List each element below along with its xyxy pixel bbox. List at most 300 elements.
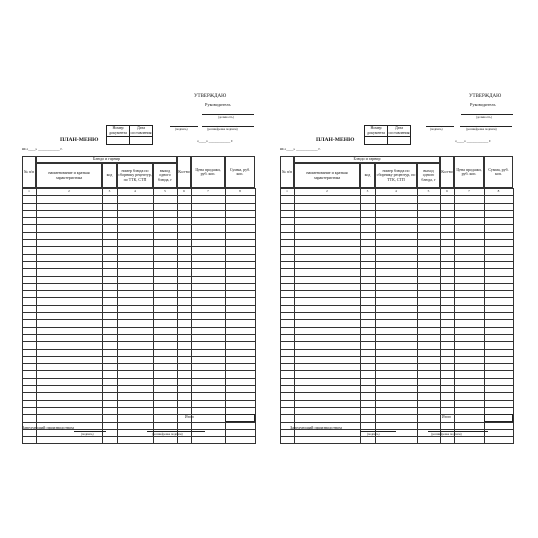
table-cell[interactable] [154, 407, 178, 414]
table-cell[interactable] [441, 261, 455, 268]
table-cell[interactable] [281, 364, 295, 371]
total-sum-cell[interactable] [225, 414, 255, 422]
table-cell[interactable] [226, 327, 256, 334]
table-cell[interactable] [103, 356, 118, 363]
table-cell[interactable] [37, 364, 103, 371]
table-cell[interactable] [103, 189, 118, 196]
table-cell[interactable] [226, 269, 256, 276]
table-cell[interactable] [37, 291, 103, 298]
table-cell[interactable] [118, 422, 154, 429]
table-cell[interactable] [103, 422, 118, 429]
table-cell[interactable] [23, 378, 37, 385]
table-cell[interactable] [485, 327, 514, 334]
table-cell[interactable] [118, 437, 154, 444]
table-cell[interactable] [455, 305, 485, 312]
table-cell[interactable] [192, 364, 226, 371]
table-cell[interactable] [441, 378, 455, 385]
table-cell[interactable] [103, 291, 118, 298]
table-cell[interactable] [178, 210, 192, 217]
table-cell[interactable] [118, 305, 154, 312]
table-cell[interactable] [103, 349, 118, 356]
table-cell[interactable] [376, 305, 418, 312]
table-cell[interactable] [281, 291, 295, 298]
table-cell[interactable] [118, 269, 154, 276]
table-cell[interactable] [281, 334, 295, 341]
table-cell[interactable] [455, 386, 485, 393]
table-cell[interactable] [37, 327, 103, 334]
table-cell[interactable] [23, 247, 37, 254]
table-cell[interactable] [441, 225, 455, 232]
table-cell[interactable] [23, 313, 37, 320]
table-cell[interactable] [178, 400, 192, 407]
table-cell[interactable] [418, 349, 441, 356]
table-cell[interactable] [154, 313, 178, 320]
table-cell[interactable] [118, 218, 154, 225]
table-cell[interactable] [178, 261, 192, 268]
table-cell[interactable] [118, 225, 154, 232]
table-cell[interactable] [103, 320, 118, 327]
table-cell[interactable] [418, 371, 441, 378]
table-cell[interactable] [455, 261, 485, 268]
table-cell[interactable] [361, 283, 376, 290]
table-cell[interactable] [281, 313, 295, 320]
table-cell[interactable] [376, 189, 418, 196]
table-cell[interactable] [295, 356, 361, 363]
table-cell[interactable] [118, 313, 154, 320]
table-cell[interactable] [441, 232, 455, 239]
table-cell[interactable] [118, 189, 154, 196]
table-cell[interactable] [455, 203, 485, 210]
table-cell[interactable] [281, 203, 295, 210]
table-cell[interactable] [281, 247, 295, 254]
table-cell[interactable] [226, 210, 256, 217]
table-cell[interactable] [295, 378, 361, 385]
table-cell[interactable] [455, 400, 485, 407]
table-cell[interactable] [103, 218, 118, 225]
table-cell[interactable] [418, 276, 441, 283]
table-cell[interactable] [361, 378, 376, 385]
table-cell[interactable] [441, 371, 455, 378]
table-cell[interactable] [485, 240, 514, 247]
table-cell[interactable] [226, 189, 256, 196]
table-cell[interactable] [154, 393, 178, 400]
table-cell[interactable] [281, 320, 295, 327]
table-cell[interactable] [178, 232, 192, 239]
table-cell[interactable] [118, 232, 154, 239]
table-cell[interactable] [281, 283, 295, 290]
table-cell[interactable] [192, 378, 226, 385]
table-cell[interactable] [455, 291, 485, 298]
table-cell[interactable] [23, 437, 37, 444]
table-cell[interactable] [23, 291, 37, 298]
table-cell[interactable] [361, 407, 376, 414]
table-cell[interactable] [154, 261, 178, 268]
table-cell[interactable] [226, 218, 256, 225]
table-cell[interactable] [455, 334, 485, 341]
table-cell[interactable] [154, 298, 178, 305]
table-cell[interactable] [192, 225, 226, 232]
table-cell[interactable] [361, 320, 376, 327]
table-cell[interactable] [154, 276, 178, 283]
table-cell[interactable] [23, 305, 37, 312]
table-cell[interactable] [103, 378, 118, 385]
table-cell[interactable] [361, 386, 376, 393]
table-cell[interactable] [37, 386, 103, 393]
table-cell[interactable] [295, 240, 361, 247]
table-cell[interactable] [192, 189, 226, 196]
table-cell[interactable] [418, 320, 441, 327]
table-cell[interactable] [154, 386, 178, 393]
table-cell[interactable] [455, 196, 485, 203]
table-cell[interactable] [455, 342, 485, 349]
table-cell[interactable] [103, 364, 118, 371]
table-cell[interactable] [118, 240, 154, 247]
table-cell[interactable] [361, 305, 376, 312]
table-cell[interactable] [23, 364, 37, 371]
table-cell[interactable] [485, 371, 514, 378]
table-cell[interactable] [281, 196, 295, 203]
table-cell[interactable] [485, 422, 514, 429]
table-cell[interactable] [418, 422, 441, 429]
table-cell[interactable] [376, 291, 418, 298]
table-cell[interactable] [23, 386, 37, 393]
table-cell[interactable] [441, 254, 455, 261]
table-cell[interactable] [226, 429, 256, 436]
table-cell[interactable] [154, 283, 178, 290]
table-cell[interactable] [295, 313, 361, 320]
table-cell[interactable] [361, 269, 376, 276]
table-cell[interactable] [295, 218, 361, 225]
table-cell[interactable] [118, 356, 154, 363]
table-cell[interactable] [23, 254, 37, 261]
table-cell[interactable] [178, 276, 192, 283]
table-cell[interactable] [37, 320, 103, 327]
table-cell[interactable] [485, 247, 514, 254]
table-cell[interactable] [295, 298, 361, 305]
table-cell[interactable] [154, 291, 178, 298]
table-cell[interactable] [485, 218, 514, 225]
table-cell[interactable] [441, 349, 455, 356]
table-cell[interactable] [118, 386, 154, 393]
table-cell[interactable] [103, 298, 118, 305]
table-cell[interactable] [154, 334, 178, 341]
table-cell[interactable] [485, 313, 514, 320]
table-cell[interactable] [118, 371, 154, 378]
table-cell[interactable] [226, 283, 256, 290]
table-cell[interactable] [37, 415, 103, 422]
table-cell[interactable] [418, 400, 441, 407]
table-cell[interactable] [295, 225, 361, 232]
table-cell[interactable] [418, 189, 441, 196]
table-cell[interactable] [23, 342, 37, 349]
table-cell[interactable] [295, 232, 361, 239]
table-cell[interactable] [178, 240, 192, 247]
table-cell[interactable] [154, 378, 178, 385]
table-cell[interactable] [37, 247, 103, 254]
table-cell[interactable] [455, 269, 485, 276]
table-cell[interactable] [37, 261, 103, 268]
table-cell[interactable] [23, 283, 37, 290]
table-cell[interactable] [295, 327, 361, 334]
table-cell[interactable] [226, 386, 256, 393]
table-cell[interactable] [295, 189, 361, 196]
table-cell[interactable] [361, 422, 376, 429]
table-cell[interactable] [154, 247, 178, 254]
table-cell[interactable] [23, 320, 37, 327]
table-cell[interactable] [103, 225, 118, 232]
table-cell[interactable] [455, 364, 485, 371]
table-cell[interactable] [361, 218, 376, 225]
table-cell[interactable] [37, 342, 103, 349]
table-cell[interactable] [37, 276, 103, 283]
table-cell[interactable] [178, 218, 192, 225]
table-cell[interactable] [418, 269, 441, 276]
table-cell[interactable] [192, 334, 226, 341]
table-cell[interactable] [455, 422, 485, 429]
table-cell[interactable] [118, 415, 154, 422]
table-cell[interactable] [37, 313, 103, 320]
table-cell[interactable] [37, 240, 103, 247]
table-cell[interactable] [418, 254, 441, 261]
table-cell[interactable] [192, 247, 226, 254]
table-cell[interactable] [118, 334, 154, 341]
table-cell[interactable] [154, 218, 178, 225]
table-cell[interactable] [376, 261, 418, 268]
table-cell[interactable] [361, 356, 376, 363]
table-cell[interactable] [23, 400, 37, 407]
table-cell[interactable] [226, 400, 256, 407]
table-cell[interactable] [376, 422, 418, 429]
table-cell[interactable] [103, 196, 118, 203]
table-cell[interactable] [418, 415, 441, 422]
table-cell[interactable] [178, 313, 192, 320]
table-cell[interactable] [418, 298, 441, 305]
table-cell[interactable] [361, 342, 376, 349]
table-cell[interactable] [103, 400, 118, 407]
table-cell[interactable] [103, 437, 118, 444]
table-cell[interactable] [103, 313, 118, 320]
table-cell[interactable] [37, 334, 103, 341]
table-cell[interactable] [103, 240, 118, 247]
table-cell[interactable] [192, 407, 226, 414]
table-cell[interactable] [441, 305, 455, 312]
table-cell[interactable] [376, 210, 418, 217]
table-cell[interactable] [192, 291, 226, 298]
table-cell[interactable] [178, 225, 192, 232]
table-cell[interactable] [441, 210, 455, 217]
table-cell[interactable] [441, 407, 455, 414]
table-cell[interactable] [23, 429, 37, 436]
table-cell[interactable] [103, 276, 118, 283]
table-cell[interactable] [361, 189, 376, 196]
table-cell[interactable] [37, 378, 103, 385]
table-cell[interactable] [295, 261, 361, 268]
table-cell[interactable] [281, 429, 295, 436]
total-sum-cell[interactable] [484, 414, 513, 422]
table-cell[interactable] [455, 349, 485, 356]
table-cell[interactable] [281, 269, 295, 276]
table-cell[interactable] [226, 342, 256, 349]
table-cell[interactable] [178, 407, 192, 414]
table-cell[interactable] [361, 225, 376, 232]
table-cell[interactable] [226, 422, 256, 429]
table-cell[interactable] [103, 371, 118, 378]
table-cell[interactable] [226, 371, 256, 378]
table-cell[interactable] [441, 364, 455, 371]
table-cell[interactable] [361, 400, 376, 407]
table-cell[interactable] [154, 240, 178, 247]
table-cell[interactable] [281, 210, 295, 217]
table-cell[interactable] [455, 407, 485, 414]
table-cell[interactable] [418, 407, 441, 414]
table-cell[interactable] [418, 218, 441, 225]
table-cell[interactable] [281, 342, 295, 349]
table-cell[interactable] [361, 364, 376, 371]
table-cell[interactable] [37, 232, 103, 239]
table-cell[interactable] [192, 422, 226, 429]
table-cell[interactable] [295, 437, 361, 444]
table-cell[interactable] [226, 437, 256, 444]
table-cell[interactable] [154, 254, 178, 261]
table-cell[interactable] [281, 371, 295, 378]
table-cell[interactable] [418, 210, 441, 217]
table-cell[interactable] [441, 393, 455, 400]
table-cell[interactable] [23, 196, 37, 203]
table-cell[interactable] [376, 232, 418, 239]
table-cell[interactable] [118, 364, 154, 371]
table-cell[interactable] [361, 437, 376, 444]
table-cell[interactable] [178, 254, 192, 261]
table-cell[interactable] [178, 305, 192, 312]
table-cell[interactable] [154, 210, 178, 217]
table-cell[interactable] [295, 349, 361, 356]
table-cell[interactable] [376, 415, 418, 422]
table-cell[interactable] [418, 378, 441, 385]
table-cell[interactable] [118, 210, 154, 217]
table-cell[interactable] [376, 276, 418, 283]
table-cell[interactable] [103, 327, 118, 334]
table-cell[interactable] [441, 342, 455, 349]
table-cell[interactable] [441, 327, 455, 334]
table-cell[interactable] [455, 276, 485, 283]
table-cell[interactable] [485, 298, 514, 305]
table-cell[interactable] [103, 407, 118, 414]
table-cell[interactable] [441, 247, 455, 254]
table-cell[interactable] [485, 254, 514, 261]
table-cell[interactable] [37, 393, 103, 400]
table-cell[interactable] [154, 327, 178, 334]
table-cell[interactable] [295, 393, 361, 400]
table-cell[interactable] [281, 232, 295, 239]
table-cell[interactable] [441, 400, 455, 407]
table-cell[interactable] [361, 415, 376, 422]
table-cell[interactable] [485, 334, 514, 341]
table-cell[interactable] [376, 334, 418, 341]
table-cell[interactable] [295, 334, 361, 341]
table-cell[interactable] [192, 218, 226, 225]
table-cell[interactable] [455, 393, 485, 400]
table-cell[interactable] [485, 225, 514, 232]
table-cell[interactable] [118, 298, 154, 305]
table-cell[interactable] [281, 298, 295, 305]
table-cell[interactable] [103, 210, 118, 217]
table-cell[interactable] [192, 196, 226, 203]
table-cell[interactable] [192, 305, 226, 312]
table-cell[interactable] [226, 364, 256, 371]
table-cell[interactable] [226, 276, 256, 283]
table-cell[interactable] [23, 327, 37, 334]
table-cell[interactable] [118, 349, 154, 356]
table-cell[interactable] [281, 415, 295, 422]
table-cell[interactable] [418, 203, 441, 210]
table-cell[interactable] [281, 254, 295, 261]
table-cell[interactable] [23, 334, 37, 341]
table-cell[interactable] [103, 247, 118, 254]
table-cell[interactable] [192, 203, 226, 210]
table-cell[interactable] [154, 196, 178, 203]
table-cell[interactable] [376, 378, 418, 385]
table-cell[interactable] [37, 298, 103, 305]
table-cell[interactable] [361, 196, 376, 203]
table-cell[interactable] [361, 210, 376, 217]
table-cell[interactable] [118, 203, 154, 210]
table-cell[interactable] [376, 313, 418, 320]
table-cell[interactable] [226, 334, 256, 341]
table-cell[interactable] [103, 232, 118, 239]
table-cell[interactable] [485, 261, 514, 268]
table-cell[interactable] [37, 210, 103, 217]
table-cell[interactable] [376, 240, 418, 247]
table-cell[interactable] [154, 415, 178, 422]
table-cell[interactable] [418, 225, 441, 232]
table-cell[interactable] [361, 254, 376, 261]
table-cell[interactable] [376, 298, 418, 305]
table-cell[interactable] [118, 393, 154, 400]
table-cell[interactable] [455, 327, 485, 334]
table-cell[interactable] [37, 437, 103, 444]
table-cell[interactable] [37, 283, 103, 290]
table-cell[interactable] [118, 247, 154, 254]
table-cell[interactable] [295, 203, 361, 210]
table-cell[interactable] [441, 356, 455, 363]
table-cell[interactable] [376, 437, 418, 444]
table-cell[interactable] [37, 305, 103, 312]
table-cell[interactable] [418, 247, 441, 254]
table-cell[interactable] [376, 247, 418, 254]
table-cell[interactable] [455, 298, 485, 305]
table-cell[interactable] [455, 232, 485, 239]
table-cell[interactable] [295, 386, 361, 393]
table-cell[interactable] [295, 342, 361, 349]
table-cell[interactable] [418, 327, 441, 334]
table-cell[interactable] [178, 320, 192, 327]
table-cell[interactable] [226, 313, 256, 320]
table-cell[interactable] [103, 415, 118, 422]
table-cell[interactable] [361, 247, 376, 254]
table-cell[interactable] [295, 364, 361, 371]
table-cell[interactable] [485, 210, 514, 217]
table-cell[interactable] [441, 203, 455, 210]
table-cell[interactable] [226, 291, 256, 298]
table-cell[interactable] [281, 189, 295, 196]
doc-date-field[interactable] [129, 136, 153, 145]
table-cell[interactable] [226, 247, 256, 254]
table-cell[interactable] [281, 386, 295, 393]
table-cell[interactable] [23, 415, 37, 422]
table-cell[interactable] [192, 276, 226, 283]
table-cell[interactable] [441, 437, 455, 444]
table-cell[interactable] [226, 240, 256, 247]
